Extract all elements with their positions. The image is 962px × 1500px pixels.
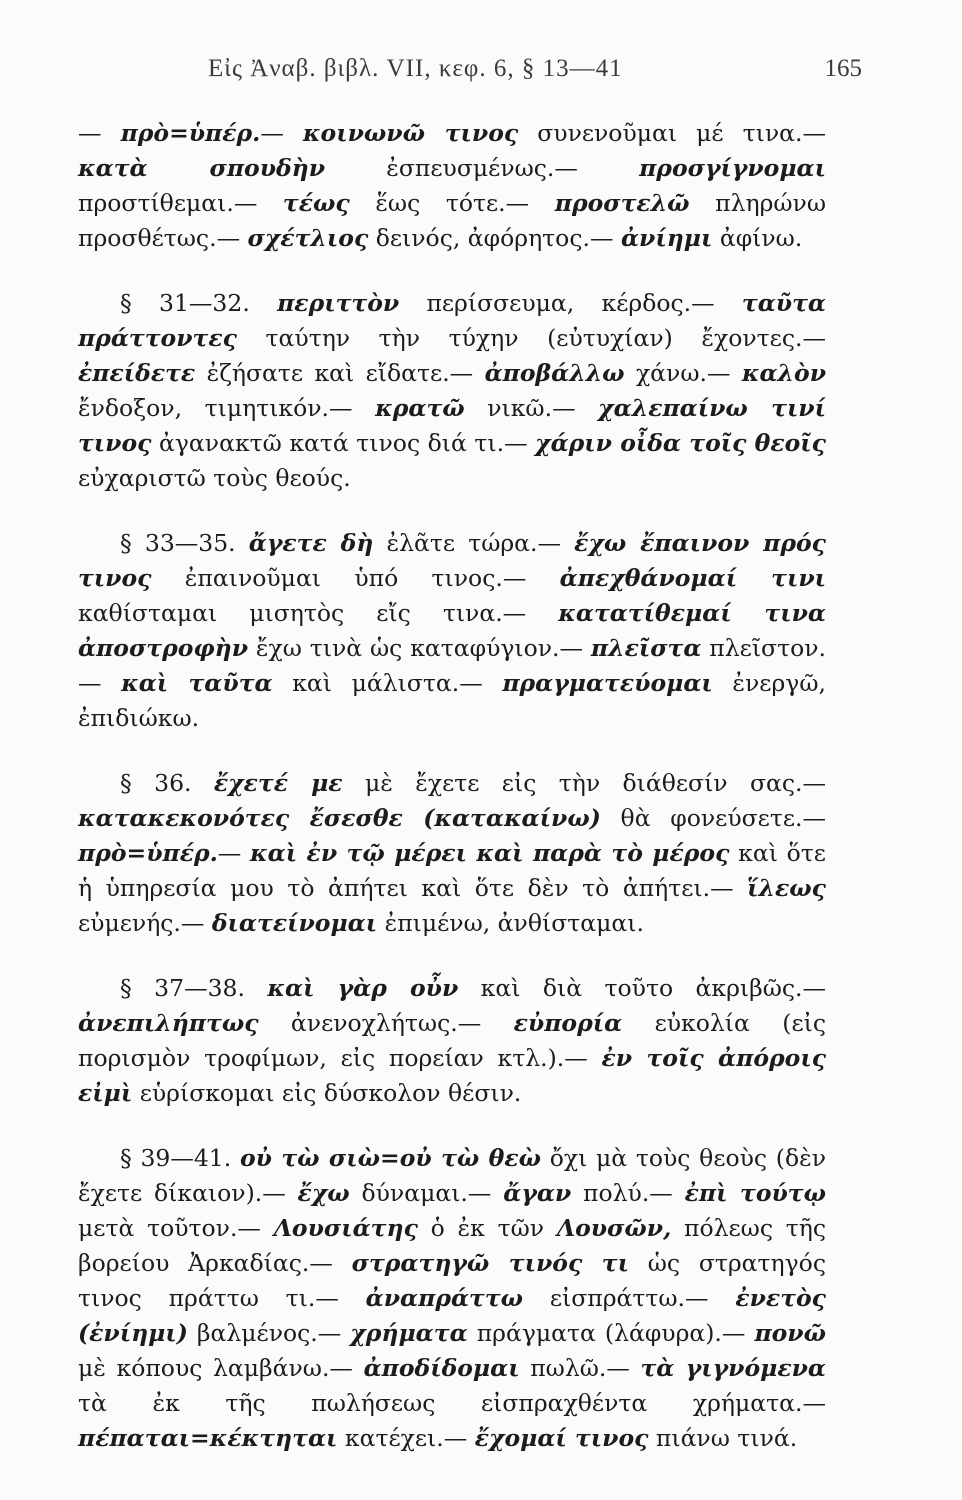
lemma-term: χαλεπαίνω τινί τινος <box>78 394 826 457</box>
gloss-text: § 39—41. <box>120 1144 240 1172</box>
gloss-text: καὶ διὰ τοῦτο ἀκριβῶς.— <box>458 974 827 1002</box>
lemma-term: κατακεκονότες ἔσεσθε (κατακαίνω) <box>78 804 601 832</box>
gloss-text: ἐπιμένω, ἀνθίσταμαι. <box>377 909 644 937</box>
lemma-term: ἐνετὸς (ἐνίημι) <box>78 1284 826 1347</box>
lemma-term: στρατηγῶ τινός τι <box>351 1249 629 1277</box>
lemma-term: κοινωνῶ τινος <box>302 119 519 147</box>
lemma-term: πέπαται=κέκτηται <box>78 1424 338 1452</box>
lemma-term: ἄγετε δὴ <box>248 529 374 557</box>
lemma-term: ἵλεως <box>747 874 826 902</box>
lemma-term: κατὰ σπουδὴν <box>78 154 326 182</box>
gloss-text: πολύ.— <box>571 1179 685 1207</box>
gloss-text: εἰσπράττω.— <box>523 1284 736 1312</box>
commentary-body <box>78 116 826 1486</box>
gloss-text: καὶ μάλιστα.— <box>272 669 503 697</box>
gloss-text: εὐμενής.— <box>78 909 212 937</box>
gloss-text: § 33—35. <box>120 529 249 557</box>
lemma-term: ἄγαν <box>503 1179 572 1207</box>
gloss-text: εὐχαριστῶ τοὺς θεούς. <box>78 464 351 492</box>
lemma-term: ἀνεπιλήπτως <box>78 1009 259 1037</box>
gloss-text: ἐνεργῶ, ἐπιδιώκω. <box>78 669 826 732</box>
gloss-text: ἕως τότε.— <box>349 189 555 217</box>
gloss-text: ὁ ἐκ τῶν <box>417 1214 557 1242</box>
gloss-text: πιάνω τινά. <box>648 1424 798 1452</box>
lemma-term: ἀπεχθάνομαί τινι <box>559 564 826 592</box>
gloss-text: — <box>78 119 121 147</box>
lemma-term: πρὸ=ὑπέρ. <box>120 119 261 147</box>
gloss-text: καὶ ὅτε ἡ ὑπηρεσία μου τὸ ἀπήτει καὶ ὅτε δὲν τὸ ἀπήτει.— <box>78 839 826 902</box>
gloss-text: ὡς στρατηγός τινος πράττω τι.— <box>78 1249 826 1312</box>
lemma-term: πραγματεύομαι <box>502 669 713 697</box>
gloss-text: ἐζήσατε καὶ εἴδατε.— <box>195 359 485 387</box>
lemma-term: ἐπείδετε <box>78 359 196 387</box>
gloss-text: πληρώνω προσθέτως.— <box>78 189 826 252</box>
paragraph-section-39-41 <box>78 1141 826 1456</box>
gloss-text: ἐπαινοῦμαι ὑπό τινος.— <box>151 564 560 592</box>
gloss-text: ταύτην τὴν τύχην (εὐτυχίαν) ἔχοντες.— <box>236 324 826 352</box>
gloss-text: καθίσταμαι μισητὸς εἴς τινα.— <box>78 599 559 627</box>
lemma-term: καὶ ἐν τῷ μέρει καὶ παρὰ τὸ μέρος <box>250 839 730 867</box>
paragraph-section-33-35 <box>78 526 826 736</box>
lemma-term: τὰ γιγνόμενα <box>640 1354 826 1382</box>
gloss-text: § 36. <box>120 769 214 797</box>
lemma-term: καὶ ταῦτα <box>121 669 273 697</box>
running-head-title: Εἰς Ἀναβ. βιβλ. VII, κεφ. 6, § 13—41 <box>208 55 623 82</box>
gloss-text: μὲ κόπους λαμβάνω.— <box>78 1354 364 1382</box>
gloss-text: προστίθεμαι.— <box>78 189 283 217</box>
lemma-term: πονῶ <box>754 1319 826 1347</box>
page-number: 165 <box>824 55 862 82</box>
gloss-text: — <box>217 839 251 867</box>
paragraph-intro <box>78 116 826 256</box>
lemma-term: ἀποβάλλω <box>484 359 625 387</box>
gloss-text: συνενοῦμαι μέ τινα.— <box>518 119 826 147</box>
lemma-term: Λουσῶν, <box>556 1214 672 1242</box>
lemma-term: κατατίθεμαί τινα ἀποστροφὴν <box>78 599 826 662</box>
lemma-term: καλὸν <box>741 359 827 387</box>
gloss-text: χάνω.— <box>624 359 742 387</box>
gloss-text: πράγματα (λάφυρα).— <box>467 1319 755 1347</box>
gloss-text: πλεῖστον.— <box>78 634 826 697</box>
gloss-text: κατέχει.— <box>337 1424 475 1452</box>
gloss-text: πωλῶ.— <box>519 1354 641 1382</box>
lemma-term: χρήματα <box>350 1319 468 1347</box>
gloss-text: § 37—38. <box>120 974 268 1002</box>
lemma-term: σχέτλιος <box>247 224 369 252</box>
gloss-text: ἀφίνω. <box>712 224 803 252</box>
gloss-text: ἔχω τινὰ ὡς καταφύγιον.— <box>248 634 591 662</box>
paragraph-section-31-32 <box>78 286 826 496</box>
paragraph-section-36 <box>78 766 826 941</box>
lemma-term: ἐν τοῖς ἀπόροις εἰμὶ <box>78 1044 826 1107</box>
lemma-term: οὐ τὼ σιὼ=οὐ τὼ θεὼ <box>239 1144 542 1172</box>
paragraph-section-37-38 <box>78 971 826 1111</box>
lemma-term: διατείνομαι <box>211 909 378 937</box>
gloss-text: ἔνδοξον, τιμητικόν.— <box>78 394 376 422</box>
gloss-text: μὲ ἔχετε εἰς τὴν διάθεσίν σας.— <box>342 769 826 797</box>
lemma-term: τέως <box>282 189 350 217</box>
lemma-term: ἔχετέ με <box>213 769 343 797</box>
lemma-term: ἀνίημι <box>620 224 713 252</box>
gloss-text: ὄχι μὰ τοὺς θεοὺς (δὲν ἔχετε δίκαιον).— <box>78 1144 827 1207</box>
lemma-term: ἀποδίδομαι <box>363 1354 520 1382</box>
lemma-term: ἐπὶ τούτῳ <box>684 1179 826 1207</box>
lemma-term: Λουσιάτης <box>273 1214 418 1242</box>
lemma-term: ταῦτα πράττοντες <box>78 289 827 352</box>
running-head <box>80 55 862 95</box>
lemma-term: ἔχω <box>297 1179 350 1207</box>
lemma-term: χάριν οἶδα τοῖς θεοῖς <box>535 429 826 457</box>
lemma-term: περιττὸν <box>277 289 400 317</box>
gloss-text: δύναμαι.— <box>349 1179 504 1207</box>
gloss-text: τὰ ἐκ τῆς πωλήσεως εἰσπραχθέντα χρήματα.— <box>78 1389 826 1417</box>
lemma-term: κρατῶ <box>375 394 465 422</box>
gloss-text: μετὰ τοῦτον.— <box>78 1214 274 1242</box>
lemma-term: προστελῶ <box>554 189 690 217</box>
gloss-text: πόλεως τῆς βορείου Ἀρκαδίας.— <box>78 1214 826 1277</box>
gloss-text: ἀνενοχλήτως.— <box>258 1009 514 1037</box>
lemma-term: πρὸ=ὑπέρ. <box>78 839 218 867</box>
lemma-term: ἀναπράττω <box>365 1284 524 1312</box>
gloss-text: εὐκολία (εἰς πορισμὸν τροφίμων, εἰς πορείαν κτλ.).— <box>78 1009 827 1072</box>
lemma-term: εὐπορία <box>513 1009 623 1037</box>
gloss-text: θὰ φονεύσετε.— <box>600 804 826 832</box>
gloss-text: νικῶ.— <box>464 394 599 422</box>
lemma-term: ἔχομαί τινος <box>474 1424 649 1452</box>
gloss-text: δεινός, ἀφόρητος.— <box>368 224 621 252</box>
lemma-term: καὶ γὰρ οὖν <box>267 974 459 1002</box>
gloss-text: — <box>260 119 303 147</box>
gloss-text: περίσσευμα, κέρδος.— <box>399 289 742 317</box>
lemma-term: πλεῖστα <box>590 634 702 662</box>
lemma-term: προσγίγνομαι <box>639 154 826 182</box>
gloss-text: εὑρίσκομαι εἰς δύσκολον θέσιν. <box>132 1079 522 1107</box>
gloss-text: βαλμένος.— <box>187 1319 351 1347</box>
lemma-term: ἔχω ἔπαινον πρός τινος <box>78 529 826 592</box>
gloss-text: ἐσπευσμένως.— <box>325 154 640 182</box>
gloss-text: § 31—32. <box>120 289 278 317</box>
gloss-text: ἐλᾶτε τώρα.— <box>373 529 575 557</box>
gloss-text: ἀγανακτῶ κατά τινος διά τι.— <box>151 429 536 457</box>
